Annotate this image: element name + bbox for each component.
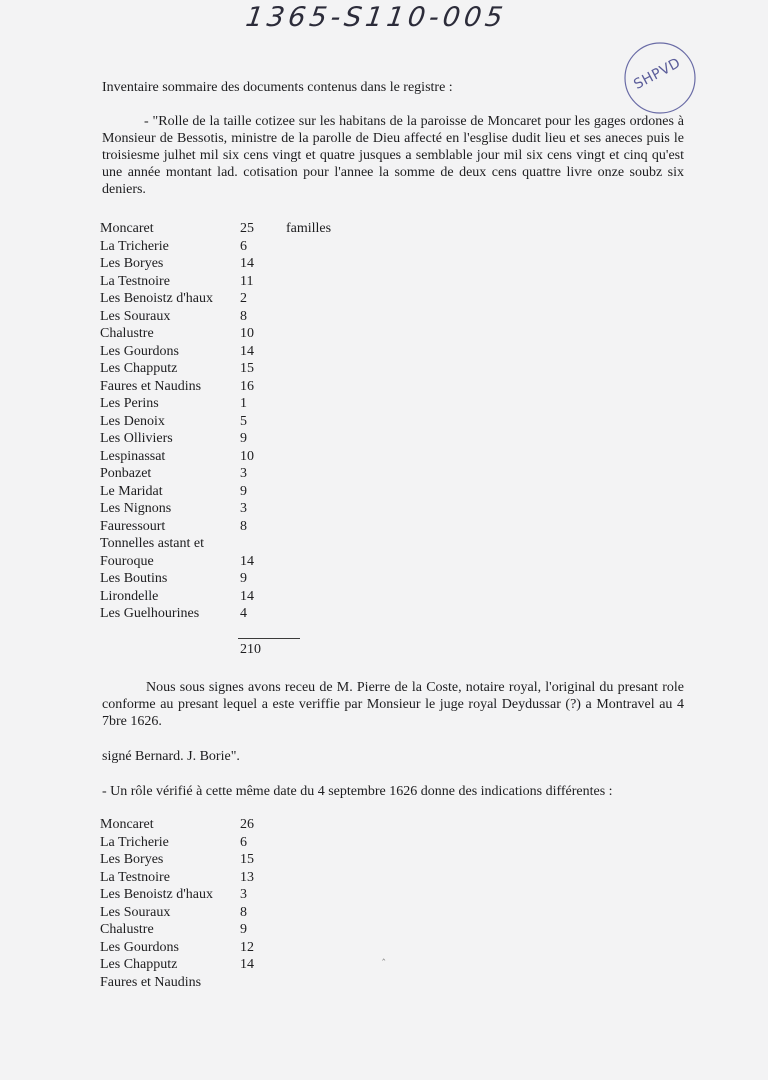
place-name: Les Benoistz d'haux [100,291,213,306]
family-count: 6 [240,834,247,850]
place-name: Moncaret [100,817,154,832]
place-name: Les Benoistz d'haux [100,887,213,902]
family-count: 3 [240,501,247,516]
place-name: Les Gourdons [100,343,179,359]
place-name: Les Boutins [100,571,168,586]
place-name: Les Chapputz [100,361,178,376]
place-name: La Testnoire [100,869,170,885]
total-rule [238,638,300,639]
speck-mark: ‸ [382,950,386,961]
place-name: Lirondelle [100,588,159,604]
family-count: 9 [240,483,247,499]
signature-line: signé Bernard. J. Borie". [102,749,240,764]
place-name: Les Perins [100,396,159,411]
stamp-label: SHPVD [631,55,684,93]
family-count: 25 [240,221,254,236]
family-count: 11 [240,273,254,289]
place-name: Les Guelhourines [100,606,200,621]
inventory-heading: Inventaire sommaire des documents contenus dans le registre : [102,80,453,95]
family-count: 5 [240,413,247,429]
family-count: 2 [240,291,247,306]
family-count: 10 [240,448,254,464]
place-name: Moncaret [100,221,154,236]
place-name: La Tricherie [100,238,169,254]
place-name: Fouroque [100,553,154,569]
place-name: La Tricherie [100,834,169,850]
receipt-paragraph: Nous sous signes avons receu de M. Pierre de la Coste, notaire royal, l'original du presant role conforme au presant lequel a este veriffie par Monsieur le juge royal Deydussar (?) a Montravel au 4 7bre 1626. [102,680,684,729]
count-unit: familles [286,221,332,236]
family-count: 15 [240,852,254,867]
family-count: 14 [240,553,254,569]
second-roll-intro: - Un rôle vérifié à cette même date du 4 septembre 1626 donne des indications différentes : [102,784,613,799]
place-name: Lespinassat [100,448,166,464]
family-count: 8 [240,518,247,534]
families-total: 210 [240,642,261,657]
family-count: 26 [240,817,254,832]
place-name: Ponbazet [100,466,152,481]
place-name: Chalustre [100,326,154,341]
place-name: Les Denoix [100,413,165,429]
place-name: Les Chapputz [100,957,178,972]
family-count: 14 [240,588,254,604]
place-name: Fauressourt [100,518,166,534]
family-count: 10 [240,326,254,341]
quoted-paragraph: - "Rolle de la taille cotizee sur les habitans de la paroisse de Moncaret pour les gages ordones à Monsieur de Bessotis, ministre de la parolle de Dieu affecté en l'esglise dudit lieu et ses aneces puis le troisiesme julhet mil six cens vingt et quatre jusques a semblable jour mil six cens vingt et cinq qu'est une année montant lad. cotisation pour l'annee la somme de deux cens quattre livre onze soubz six deniers. [102,114,684,197]
place-name: Tonnelles astant et [100,536,204,551]
place-name: Les Boryes [100,256,164,271]
family-count: 14 [240,343,254,359]
place-name: Chalustre [100,922,154,937]
family-count: 13 [240,869,254,885]
place-name: Les Boryes [100,852,164,867]
family-count: 8 [240,308,247,324]
place-name: Les Souraux [100,308,171,324]
family-count: 3 [240,466,247,481]
place-name: Les Gourdons [100,939,179,955]
family-count: 6 [240,238,247,254]
place-name: Faures et Naudins [100,974,202,990]
place-name: Les Nignons [100,501,172,516]
archive-reference: 1365-S110-005 [243,2,509,33]
place-name: Les Olliviers [100,431,173,446]
family-count: 14 [240,957,254,972]
family-count: 14 [240,256,254,271]
family-count: 12 [240,939,254,955]
family-count: 1 [240,396,247,411]
family-count: 3 [240,887,247,902]
place-name: La Testnoire [100,273,170,289]
family-count: 9 [240,571,247,586]
family-count: 9 [240,922,247,937]
family-count: 8 [240,904,247,920]
family-count: 9 [240,431,247,446]
place-name: Le Maridat [100,483,163,499]
family-count: 4 [240,606,247,621]
family-count: 15 [240,361,254,376]
family-count: 16 [240,378,254,394]
place-name: Les Souraux [100,904,171,920]
place-name: Faures et Naudins [100,378,202,394]
